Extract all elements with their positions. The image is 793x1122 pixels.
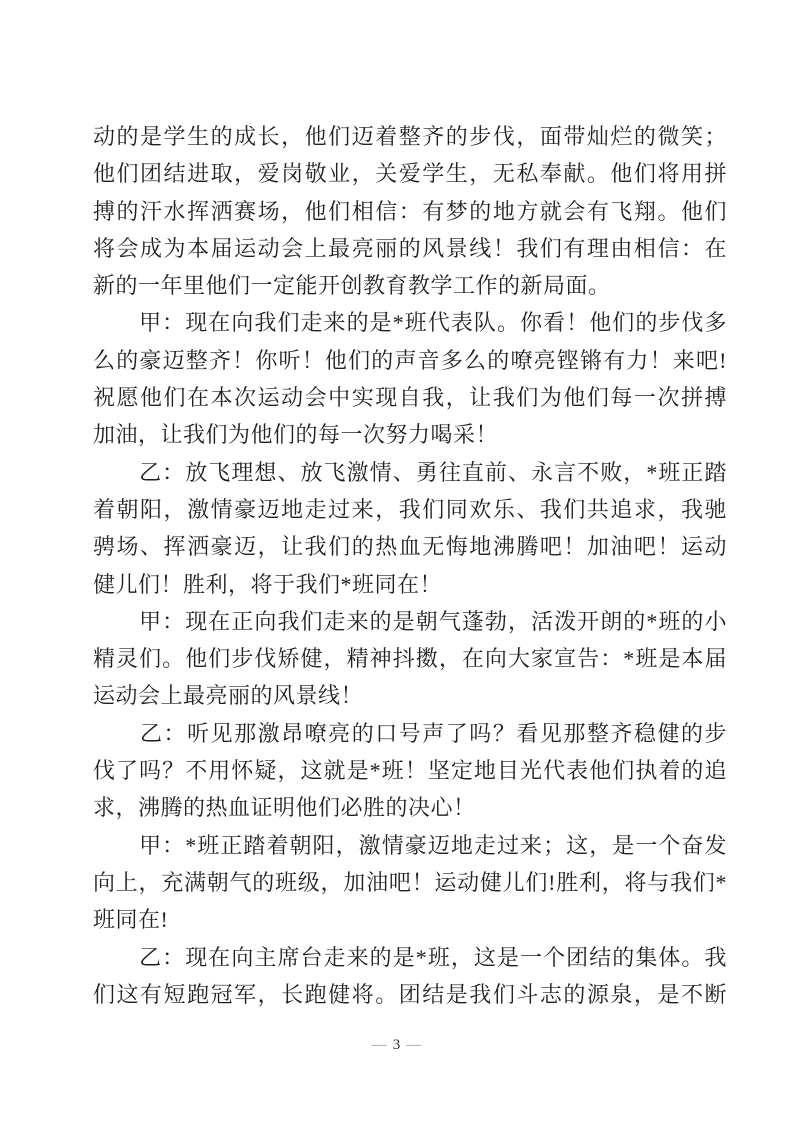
text-line: 精灵们。他们步伐矫健，精神抖擞，在向大家宣告：*班是本届 <box>93 646 727 672</box>
paragraph <box>93 827 727 939</box>
text-line: 甲：现在向我们走来的是*班代表队。你看！他们的步伐多 <box>93 310 727 336</box>
text-line: 动的是学生的成长，他们迈着整齐的步伐，面带灿烂的微笑； <box>93 124 727 149</box>
footer-left-dash: — <box>371 1037 387 1053</box>
text-line: 乙：现在向主席台走来的是*班，这是一个团结的集体。我 <box>93 944 727 970</box>
paragraph <box>93 118 727 304</box>
paragraph <box>93 454 727 603</box>
text-line: 祝愿他们在本次运动会中实现自我，让我们为他们每一次拼搏 <box>93 385 727 411</box>
paragraph <box>93 304 727 453</box>
page-number: 3 <box>392 1037 401 1053</box>
text-line: 乙：听见那激昂嘹亮的口号声了吗？看见那整齐稳健的步 <box>93 720 727 746</box>
text-line: 甲：现在正向我们走来的是朝气蓬勃，活泼开朗的*班的小 <box>93 608 727 634</box>
paragraph <box>93 939 727 1014</box>
text-line: 伐了吗？不用怀疑，这就是*班！坚定地目光代表他们执着的追 <box>93 758 727 784</box>
text-line: 他们团结进取，爱岗敬业，关爱学生，无私奉献。他们将用拼 <box>93 161 727 187</box>
text-line: 健儿们！胜利，将于我们*班同在！ <box>93 571 443 597</box>
text-line: 新的一年里他们一定能开创教育教学工作的新局面。 <box>93 273 611 299</box>
text-line: 甲：*班正踏着朝阳，激情豪迈地走过来；这，是一个奋发 <box>93 832 727 858</box>
page-footer <box>0 1036 793 1054</box>
text-line: 将会成为本届运动会上最亮丽的风景线！我们有理由相信：在 <box>93 235 727 261</box>
paragraph <box>93 603 727 715</box>
text-line: 乙：放飞理想、放飞激情、勇往直前、永言不败，*班正踏 <box>93 459 727 485</box>
paragraph <box>93 715 727 827</box>
footer-right-dash: — <box>406 1037 422 1053</box>
text-line: 加油，让我们为他们的每一次努力喝采！ <box>93 422 499 448</box>
text-line: 么的豪迈整齐！你听！他们的声音多么的嘹亮铿锵有力！来吧! <box>93 347 727 373</box>
text-line: 搏的汗水挥洒赛场，他们相信：有梦的地方就会有飞翔。他们 <box>93 198 727 224</box>
text-line: 着朝阳，激情豪迈地走过来，我们同欢乐、我们共追求，我驰 <box>93 496 727 522</box>
text-line: 班同在! <box>93 907 169 933</box>
text-line: 们这有短跑冠军，长跑健将。团结是我们斗志的源泉，是不断 <box>93 981 727 1007</box>
text-line: 骋场、挥洒豪迈，让我们的热血无悔地沸腾吧！加油吧！运动 <box>93 534 727 560</box>
text-line: 运动会上最亮丽的风景线！ <box>93 683 364 709</box>
text-line: 求，沸腾的热血证明他们必胜的决心！ <box>93 795 476 821</box>
text-line: 向上，充满朝气的班级，加油吧！运动健儿们!胜利，将与我们* <box>93 869 727 895</box>
document-body <box>93 118 727 1013</box>
